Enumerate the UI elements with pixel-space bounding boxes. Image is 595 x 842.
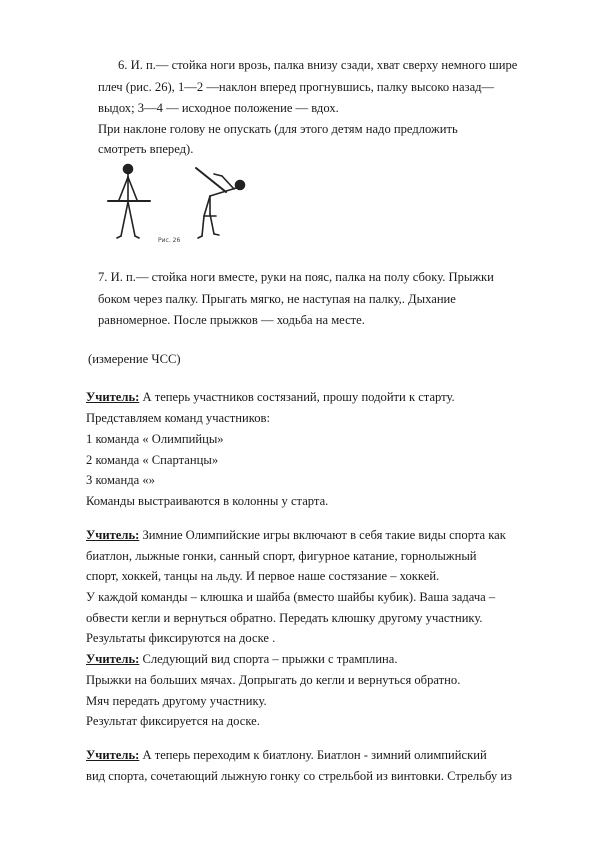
teacher3-line1 <box>86 652 398 667</box>
exercise6-line1: 6. И. п.— стойка ноги врозь, палка внизу сзади, хват сверху немного шире <box>118 58 518 72</box>
teacher2-line1 <box>86 528 506 543</box>
standing-figure-icon <box>108 165 150 239</box>
teacher3-line3: Мяч передать другому участнику. <box>86 694 267 708</box>
teacher2-line5: обвести кегли и вернуться обратно. Передать клюшку другому участнику. <box>86 611 483 625</box>
exercise7-line3: равномерное. После прыжков — ходьба на месте. <box>98 313 365 327</box>
teacher2-line4: У каждой команды – клюшка и шайба (вместо шайбы кубик). Ваша задача – <box>86 590 496 604</box>
teacher1-text: А теперь участников состязаний, прошу подойти к старту. <box>139 390 455 404</box>
teacher2-line3: спорт, хоккей, танцы на льду. И первое наше состязание – хоккей. <box>86 569 440 583</box>
teacher2-text: Зимние Олимпийские игры включают в себя такие виды спорта как <box>139 528 506 542</box>
exercise6-line4: При наклоне голову не опускать (для этого детям надо предложить <box>98 122 458 136</box>
teacher1-line3: Команды выстраиваются в колонны у старта. <box>86 494 329 508</box>
teacher-label: Учитель: <box>86 652 140 666</box>
teacher1-line2: Представляем команд участников: <box>86 411 270 425</box>
exercise6-line5: смотреть вперед). <box>98 142 194 156</box>
exercise6-line3: выдох; 3—4 — исходное положение — вдох. <box>98 101 339 115</box>
figure-caption: Рис. 26 <box>158 237 181 244</box>
teacher-label: Учитель: <box>86 748 140 762</box>
team1: 1 команда « Олимпийцы» <box>86 432 224 446</box>
exercise7-line2: боком через палку. Прыгать мягко, не наступая на палку,. Дыхание <box>98 292 456 306</box>
exercise-figure <box>98 160 248 255</box>
teacher2-line2: биатлон, лыжные гонки, санный спорт, фигурное катание, горнолыжный <box>86 549 477 563</box>
teacher4-line1 <box>86 748 487 763</box>
teacher2-line6: Результаты фиксируются на доске . <box>86 631 276 645</box>
exercise7-line1: 7. И. п.— стойка ноги вместе, руки на пояс, палка на полу сбоку. Прыжки <box>98 270 494 284</box>
teacher4-text: А теперь переходим к биатлону. Биатлон - зимний олимпийский <box>139 748 487 762</box>
exercise6-line2: плеч (рис. 26), 1—2 —наклон вперед прогнувшись, палку высоко назад— <box>98 80 495 94</box>
teacher-label: Учитель: <box>86 528 140 542</box>
teacher3-line2: Прыжки на больших мячах. Допрыгать до кегли и вернуться обратно. <box>86 673 461 687</box>
teacher3-line4: Результат фиксируется на доске. <box>86 714 260 728</box>
bending-figure-icon <box>196 168 245 238</box>
teacher1-line1 <box>86 390 455 405</box>
teacher-label: Учитель: <box>86 390 140 404</box>
teacher4-line2: вид спорта, сочетающий лыжную гонку со стрельбой из винтовки. Стрельбу из <box>86 769 513 783</box>
team2: 2 команда « Спартанцы» <box>86 453 219 467</box>
hr-note: (измерение ЧСС) <box>88 352 181 366</box>
team3: 3 команда «» <box>86 473 155 487</box>
teacher3-text: Следующий вид спорта – прыжки с трамплина. <box>139 652 398 666</box>
